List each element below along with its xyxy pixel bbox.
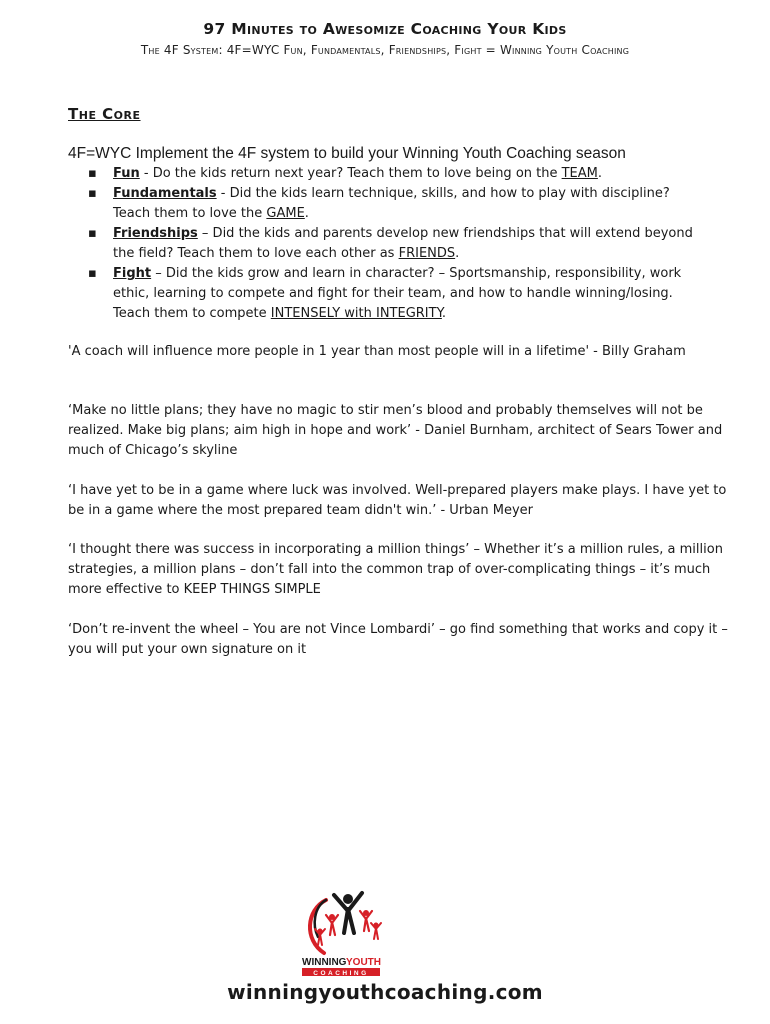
bullet-term: Fundamentals xyxy=(113,186,217,201)
section-intro: 4F=WYC Implement the 4F system to build your Winning Youth Coaching season xyxy=(68,145,626,162)
document-subtitle: The 4F System: 4F=WYC Fun, Fundamentals, Friendships, Fight = Winning Youth Coaching xyxy=(140,43,630,57)
logo-word-winning: WINNING xyxy=(302,957,347,968)
logo-word-coaching: COACHING xyxy=(313,970,369,977)
website-url: winningyouthcoaching.com xyxy=(227,980,543,1004)
bullet-emphasis: TEAM xyxy=(561,166,598,181)
quote-dont-reinvent: ‘Don’t re-invent the wheel – You are not Vince Lombardi’ – go find something that works and copy it – you will put your own signature on it xyxy=(68,622,728,657)
bullet-marker: ▪ xyxy=(88,186,97,201)
bullet-text: - Do the kids return next year? Teach them to love being on the xyxy=(139,166,562,181)
bullet-marker: ▪ xyxy=(88,166,97,181)
bullet-tail: . xyxy=(441,306,447,321)
bullet-friendships xyxy=(88,224,708,264)
bullet-fight xyxy=(88,264,708,324)
bullet-term: Fight xyxy=(113,266,152,281)
logo-word-youth: YOUTH xyxy=(346,957,381,968)
bullet-fun xyxy=(88,164,708,184)
bullet-fundamentals xyxy=(88,184,708,224)
quote-keep-it-simple: ‘I thought there was success in incorporating a million things’ – Whether it’s a million rules, a million strategies, a million plans – don’t fall into the common trap of over-complicating things – it’s much more effective to KEEP THINGS SIMPLE xyxy=(68,542,723,597)
bullet-tail: . xyxy=(597,166,603,181)
bullet-emphasis: FRIENDS xyxy=(398,246,456,261)
core-bullet-list xyxy=(88,164,708,324)
bullet-tail: . xyxy=(304,206,309,221)
quote-urban-meyer: ‘I have yet to be in a game where luck was involved. Well-prepared players make plays. I have yet to be in a game where the most prepared team didn't win.’ - Urban Meyer xyxy=(68,483,727,518)
bullet-marker: ▪ xyxy=(88,226,97,241)
document-title: 97 Minutes to Awesomize Coaching Your Kids xyxy=(203,20,567,38)
bullet-emphasis: GAME xyxy=(266,206,305,221)
bullet-text: – Did the kids grow and learn in character? – Sportsmanship, responsibility, work ethic, learning to compete and fight for their team, and how to handle winning/losing. Teach them to compete xyxy=(113,266,682,321)
bullet-emphasis: INTENSELY with INTEGRITY xyxy=(270,306,442,321)
bullet-text: – Did the kids and parents develop new friendships that will extend beyond the field? Teach them to love each other as xyxy=(113,226,693,261)
quote-daniel-burnham: ‘Make no little plans; they have no magic to stir men’s blood and probably themselves will not be realized. Make big plans; aim high in hope and work’ - Daniel Burnham, architect of Sears Tower and much of Chicago’s skyline xyxy=(68,403,723,458)
section-heading: The Core xyxy=(68,105,141,123)
bullet-marker: ▪ xyxy=(88,266,97,281)
quote-billy-graham: 'A coach will influence more people in 1 year than most people will in a lifetime' - Billy Graham xyxy=(68,344,686,359)
winning-youth-coaching-logo xyxy=(296,885,396,980)
bullet-term: Friendships xyxy=(113,226,198,241)
bullet-tail: . xyxy=(455,246,460,261)
bullet-text: - Did the kids learn technique, skills, and how to play with discipline? Teach them to love the xyxy=(113,186,670,221)
bullet-term: Fun xyxy=(113,166,140,181)
